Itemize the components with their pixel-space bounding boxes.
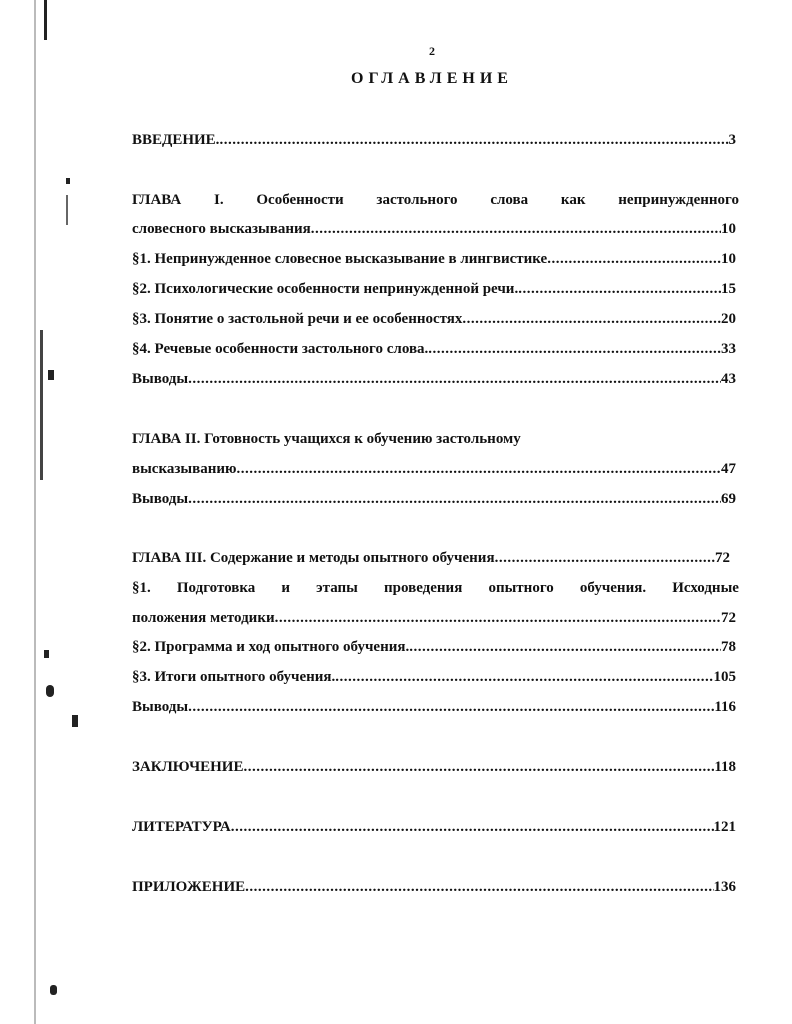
- heading-word: I.: [213, 192, 224, 208]
- toc-entry: [132, 608, 736, 628]
- toc-page-number: 116: [714, 699, 736, 715]
- scan-artifact: [48, 370, 54, 380]
- toc-leader-dots: [518, 279, 721, 299]
- toc-entry: [132, 667, 736, 687]
- scan-artifact: [44, 650, 49, 658]
- toc-entry: [132, 489, 736, 509]
- toc-chapter2-heading: ГЛАВА II. Готовность учащихся к обучению застольному: [132, 431, 521, 447]
- toc-page-number: 72: [715, 550, 730, 566]
- heading-word: этапы: [316, 580, 358, 596]
- toc-page-number: 15: [721, 281, 736, 297]
- toc-entry-text: Выводы: [132, 371, 189, 387]
- toc-page-number: 78: [721, 639, 736, 655]
- toc-entry-chapter1: [132, 219, 736, 239]
- toc-chapter3-item1-heading: [132, 578, 739, 598]
- toc-entry-introduction: [132, 130, 736, 150]
- scan-artifact: [66, 178, 70, 184]
- toc-entry-appendix: [132, 877, 736, 897]
- toc-entry-text: Выводы: [132, 699, 189, 715]
- toc-page-number: 136: [713, 879, 736, 895]
- scan-artifact: [66, 195, 68, 225]
- toc-entry-chapter2: [132, 459, 736, 479]
- scan-artifact: [40, 330, 43, 480]
- toc-entry-text: ПРИЛОЖЕНИЕ: [132, 879, 246, 895]
- heading-word: и: [281, 580, 291, 596]
- heading-word: слова: [490, 192, 529, 208]
- scan-artifact: [34, 0, 36, 1024]
- scan-artifact: [46, 685, 54, 697]
- toc-entry-conclusion: [132, 757, 736, 777]
- scan-artifact: [44, 0, 47, 40]
- toc-entry-text: §1. Непринужденное словесное высказывание в лингвистике: [132, 251, 548, 267]
- heading-word: опытного: [488, 580, 554, 596]
- toc-page-number: 10: [721, 251, 736, 267]
- heading-word: Подготовка: [176, 580, 256, 596]
- page-title: ОГЛАВЛЕНИЕ: [351, 70, 513, 87]
- toc-page-number: 105: [713, 669, 736, 685]
- heading-word: обучения.: [579, 580, 647, 596]
- toc-page-number: 72: [721, 610, 736, 626]
- toc-entry: [132, 249, 736, 269]
- heading-word: ГЛАВА: [132, 192, 182, 208]
- toc-entry-text: §3. Итоги опытного обучения.: [132, 669, 336, 685]
- toc-leader-dots: [428, 339, 721, 359]
- toc-leader-dots: [311, 219, 721, 239]
- heading-word: непринужденного: [618, 192, 739, 208]
- toc-entry: [132, 279, 736, 299]
- toc-entry-text: ВВЕДЕНИЕ.: [132, 132, 220, 148]
- toc-entry-literature: [132, 817, 736, 837]
- toc-leader-dots: [245, 877, 713, 897]
- toc-page-number: 121: [713, 819, 736, 835]
- heading-word: §1.: [132, 580, 151, 596]
- heading-word: проведения: [384, 580, 463, 596]
- toc-leader-dots: [547, 249, 721, 269]
- toc-page-number: 3: [728, 132, 736, 148]
- toc-page-number: 69: [721, 491, 736, 507]
- toc-entry-text: высказыванию: [132, 461, 237, 477]
- scan-artifact: [50, 985, 57, 995]
- toc-entry: [132, 309, 736, 329]
- toc-entry-text: §2. Программа и ход опытного обучения.: [132, 639, 410, 655]
- heading-word: застольного: [376, 192, 458, 208]
- toc-entry: [132, 369, 736, 389]
- heading-word: Особенности: [256, 192, 344, 208]
- toc-leader-dots: [275, 608, 721, 628]
- toc-leader-dots: [462, 309, 721, 329]
- toc-leader-dots: [495, 548, 715, 568]
- toc-chapter1-heading: [132, 190, 739, 210]
- toc-leader-dots: [236, 459, 721, 479]
- toc-entry-text: ЗАКЛЮЧЕНИЕ: [132, 759, 244, 775]
- toc-entry-text: §4. Речевые особенности застольного слова.: [132, 341, 429, 357]
- toc-leader-dots: [231, 817, 714, 837]
- toc-entry-text: §2. Психологические особенности непринужденной речи.: [132, 281, 519, 297]
- toc-leader-dots: [188, 697, 714, 717]
- toc-page-number: 10: [721, 221, 736, 237]
- toc-page-number: 47: [721, 461, 736, 477]
- toc-leader-dots: [188, 489, 721, 509]
- toc-entry: [132, 637, 736, 657]
- toc-entry-text: ГЛАВА III. Содержание и методы опытного обучения: [132, 550, 495, 566]
- toc-leader-dots: [243, 757, 714, 777]
- toc-page-number: 118: [714, 759, 736, 775]
- toc-entry-text: §3. Понятие о застольной речи и ее особенностях: [132, 311, 463, 327]
- scan-artifact: [72, 715, 78, 727]
- toc-entry: [132, 339, 736, 359]
- toc-page-number: 43: [721, 371, 736, 387]
- toc-page-number: 33: [721, 341, 736, 357]
- heading-word: как: [560, 192, 586, 208]
- toc-entry-text: Выводы: [132, 491, 189, 507]
- toc-entry-text: ЛИТЕРАТУРА: [132, 819, 231, 835]
- toc-entry-text: положения методики: [132, 610, 275, 626]
- toc-entry-text: словесного высказывания: [132, 221, 311, 237]
- page-number: 2: [429, 44, 435, 58]
- toc-leader-dots: [219, 130, 728, 150]
- heading-word: Исходные: [672, 580, 739, 596]
- toc-page-number: 20: [721, 311, 736, 327]
- toc-entry: [132, 697, 736, 717]
- toc-entry-chapter3: [132, 548, 730, 568]
- toc-leader-dots: [188, 369, 721, 389]
- toc-leader-dots: [335, 667, 713, 687]
- toc-leader-dots: [409, 637, 721, 657]
